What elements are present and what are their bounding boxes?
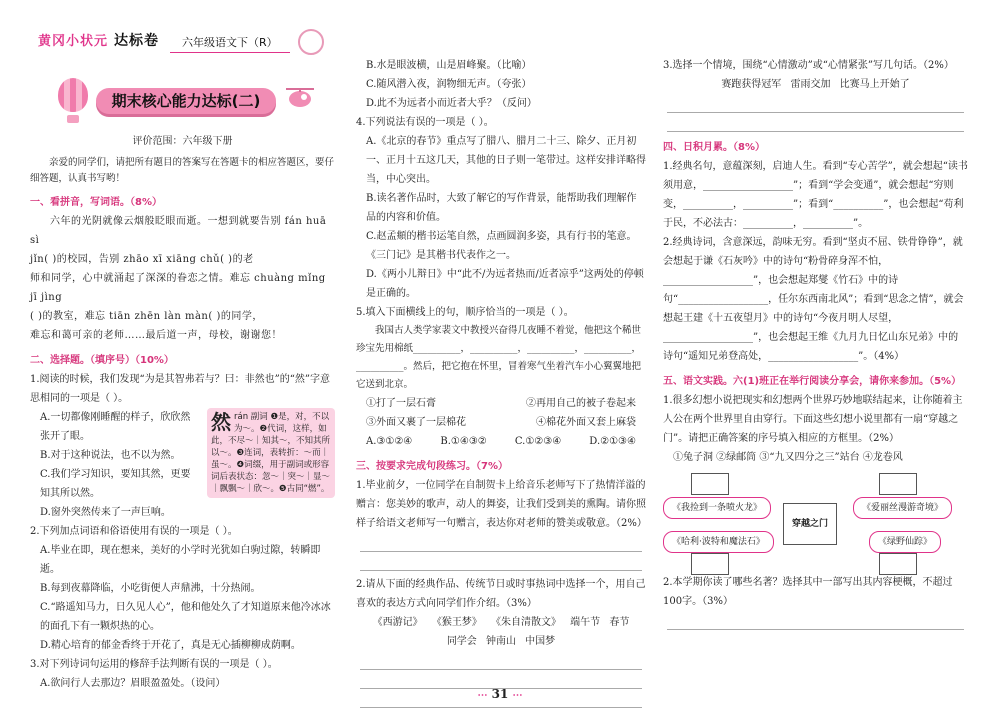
page-number: ⋯ 31 ⋯ bbox=[477, 687, 523, 701]
gloss-character: 然 bbox=[211, 410, 231, 434]
question: 2.请从下面的经典作品、传统节日或时事热词中选择一个，用自己喜欢的表达方式向同学们作介绍。（3%） bbox=[356, 579, 646, 609]
passage: 我国古人类学家裴文中教授兴奋得几夜睡不着觉，他把这个稀世珍宝先用棉纸__________，__________，__________，__________，__________。然后，把它抱在怀里，冒着寒气坐着汽车小心翼翼地把它送到北京。 bbox=[356, 325, 642, 390]
question: 4.下列说法有误的一项是（ ）。 bbox=[356, 117, 494, 128]
answer-line[interactable] bbox=[667, 94, 964, 113]
question: 3.对下列诗词句运用的修辞手法判断有误的一项是（ ）。 bbox=[30, 659, 278, 670]
option: C.“路遥知马力，日久见人心”，他和他处久了才知道原来他冷冰冰的面孔下有一颗炽热的心。 bbox=[40, 602, 331, 632]
section-heading: 一、看拼音，写词语。（8%） bbox=[30, 197, 162, 208]
section-heading: 三、按要求完成句段练习。（7%） bbox=[356, 461, 508, 472]
question: 1.阅读的时候，我们发现“为是其智弗若与？曰：非然也”的“然”字意思相同的一项是（ ）。 bbox=[30, 374, 330, 404]
answer-line[interactable] bbox=[360, 651, 642, 670]
option: ②再用自己的被子卷起来 bbox=[526, 398, 636, 409]
section-heading: 五、语文实践。六(1)班正在举行阅读分享会，请你来参加。（5%） bbox=[663, 376, 962, 387]
option: D.精心培育的郁金香终于开花了，真是无心插柳柳成荫啊。 bbox=[40, 640, 301, 651]
word-list: 同学会 钟南山 中国梦 bbox=[446, 636, 556, 647]
option: B.读名著作品时，大致了解它的写作背景，能帮助我们理解作品的内容和价值。 bbox=[366, 193, 637, 223]
option: A.《北京的春节》重点写了腊八、腊月二十三、除夕、正月初一、正月十五这几天，其他的日子则一笔带过。这样安排详略得当，中心突出。 bbox=[366, 136, 646, 185]
helicopter-icon bbox=[282, 84, 318, 110]
option: C.我们学习知识，要知其然，更要知其所以然。 bbox=[40, 469, 191, 499]
question: 1.毕业前夕，一位同学在自制贺卡上给音乐老师写下了热情洋溢的赠言：您美妙的歌声，动人的舞姿，让我们受到美的熏陶。请你照样子给语文老师写一句赠言，表达你对老师的赞美或敬意。（2%） bbox=[356, 480, 647, 529]
column-middle bbox=[356, 56, 646, 708]
answer-box[interactable] bbox=[691, 473, 729, 495]
answer-box[interactable] bbox=[691, 553, 729, 575]
brand-logo: 黄冈小状元 达标卷 bbox=[38, 33, 160, 49]
option: D.《两小儿辩日》中“此不/为远者热而/近者凉乎”这两处的停顿是正确的。 bbox=[366, 269, 644, 299]
question: 3.选择一个情境，围绕“心情激动”或“心情紧张”写几句话。（2%） bbox=[663, 60, 954, 71]
pinyin-line: 难忘和蔼可亲的老师……最后道一声，母校，谢谢您！ bbox=[30, 330, 282, 341]
grade-label: 六年级语文下（R） bbox=[170, 34, 290, 53]
balloon-basket-icon bbox=[67, 115, 79, 123]
option-list: ①兔子洞 ②绿邮筒 ③“九又四分之三”站台 ④龙卷风 bbox=[673, 452, 903, 463]
option: A.③①②④ bbox=[366, 436, 413, 447]
option: D.此不为远者小而近者大乎？（反问） bbox=[366, 98, 537, 109]
answer-line[interactable] bbox=[360, 552, 642, 571]
option: C.①②③④ bbox=[514, 436, 562, 447]
column-right bbox=[663, 56, 968, 630]
dictionary-gloss bbox=[207, 408, 335, 498]
option: D.②①③④ bbox=[589, 436, 636, 447]
pinyin-line: 师和同学，心中就涌起了深深的眷恋之情。难忘 chuàng mǐng jī jìng bbox=[30, 273, 326, 303]
section-heading: 四、日积月累。（8%） bbox=[663, 142, 765, 153]
column-left bbox=[30, 132, 335, 693]
option: C.随风潜入夜，润物细无声。（夸张） bbox=[366, 79, 532, 90]
answer-box[interactable] bbox=[879, 473, 917, 495]
answer-line[interactable] bbox=[667, 113, 964, 132]
option: C.赵孟頫的楷书运笔自然，点画圆润多姿，具有行书的笔意。《三门记》是其楷书代表作之一。 bbox=[366, 231, 637, 261]
question: 2.下列加点词语和俗语使用有误的一项是（ ）。 bbox=[30, 526, 238, 537]
gloss-text: rán 副词 ❶是，对，不以为～。❷代词，这样，如此，不尽～｜知其～，不知其所以～。❸连词，表转折：～而｜虽～。❹词缀，用于副词或形容词后表状态：忽～｜突～｜显～｜飘飘～｜欣～。❺古同“燃”。 bbox=[211, 412, 331, 494]
book-pill: 《我捡到一条喷火龙》 bbox=[663, 497, 771, 519]
pinyin-line: 六年的光阴就像云烟般眨眼而逝。一想到就要告别 fán huā sì bbox=[30, 216, 327, 246]
option: B.每到夜幕降临，小吃街便人声鼎沸，十分热闹。 bbox=[40, 583, 261, 594]
scope-text: 评价范围：六年级下册 bbox=[132, 136, 233, 147]
hot-air-balloon-icon bbox=[58, 78, 88, 112]
question: 5.填入下面横线上的句，顺序恰当的一项是（ ）。 bbox=[356, 307, 574, 318]
option: ④棉花外面又套上麻袋 bbox=[536, 417, 636, 428]
book-pill: 《哈利·波特和魔法石》 bbox=[663, 531, 774, 553]
page-title: 期末核心能力达标(二) bbox=[96, 88, 276, 114]
answer-line[interactable] bbox=[360, 533, 642, 552]
option: B.水是眼波横，山是眉峰聚。（比喻） bbox=[366, 60, 532, 71]
option: A.一切都像刚睡醒的样子，欣欣然张开了眼。 bbox=[40, 412, 191, 442]
question: 1.很多幻想小说把现实和幻想两个世界巧妙地联结起来，让你随着主人公在两个世界里自由穿行。下面这些幻想小说里都有一扇“穿越之门”。请把正确答案的序号填入相应的方框里。（2%） bbox=[663, 395, 963, 444]
center-node: 穿越之门 bbox=[783, 503, 837, 545]
option: B.①④③② bbox=[440, 436, 487, 447]
book-pill: 《爱丽丝漫游奇境》 bbox=[853, 497, 952, 519]
question: 1.经典名句，意蕴深刻，启迪人生。看到“专心苦学”，就会想起“读书须用意，__________________”；看到“学会变通”，就会想起“穷则变，__________，__________”；看到“__________”，也会想起“苟利于民，不必法古：__________，__________”。 bbox=[663, 161, 968, 229]
option: D.窗外突然传来了一声巨响。 bbox=[40, 507, 171, 518]
portal-diagram bbox=[663, 473, 968, 573]
option: A.欲问行人去那边？眉眼盈盈处。（设问） bbox=[40, 678, 226, 689]
book-pill: 《绿野仙踪》 bbox=[869, 531, 941, 553]
option: ③外面又裹了一层棉花 bbox=[366, 417, 466, 428]
question: 2.本学期你读了哪些名著？选择其中一部写出其内容梗概，不超过100字。（3%） bbox=[663, 577, 953, 607]
pinyin-line: ( )的教室，难忘 tiān zhēn làn màn( )的同学， bbox=[30, 311, 263, 322]
pinyin-line: jǐn( )的校园，告别 zhāo xī xiāng chǔ( )的老 bbox=[30, 254, 254, 265]
swirl-icon bbox=[298, 29, 324, 55]
option: A.毕业在即，现在想来，美好的小学时光犹如白驹过隙，转瞬即逝。 bbox=[40, 545, 321, 575]
question: 2.经典诗词，含意深远，韵味无穷。看到“坚贞不屈、铁骨铮铮”，就会想起于谦《石灰吟》中的诗句“粉骨碎身浑不怕，__________________”，也会想起郑燮《竹石》中的诗句“__________________，任尔东西南北风”；看到“思念之情”，就会想起王建《十五夜望月》中的诗句“今夜月明人尽望，__________________”，也会想起王维《九月九日忆山东兄弟》中的诗句“遥知兄弟登高处，__________________”。（4%） bbox=[663, 237, 964, 362]
word-list: 《西游记》 《猴王梦》 《朱自清散文》 端午节 春节 bbox=[372, 617, 630, 628]
option: ①打了一层石膏 bbox=[366, 398, 436, 409]
answer-line[interactable] bbox=[667, 611, 964, 630]
section-heading: 二、选择题。（填序号）（10%） bbox=[30, 355, 174, 366]
intro-text: 亲爱的同学们，请把所有题目的答案写在答题卡的相应答题区，要仔细答题，认真书写哟！ bbox=[30, 157, 335, 184]
answer-box[interactable] bbox=[879, 553, 917, 575]
word-list: 赛跑获得冠军 雷雨交加 比赛马上开始了 bbox=[721, 79, 910, 90]
option: B.对于这种说法，也不以为然。 bbox=[40, 450, 181, 461]
